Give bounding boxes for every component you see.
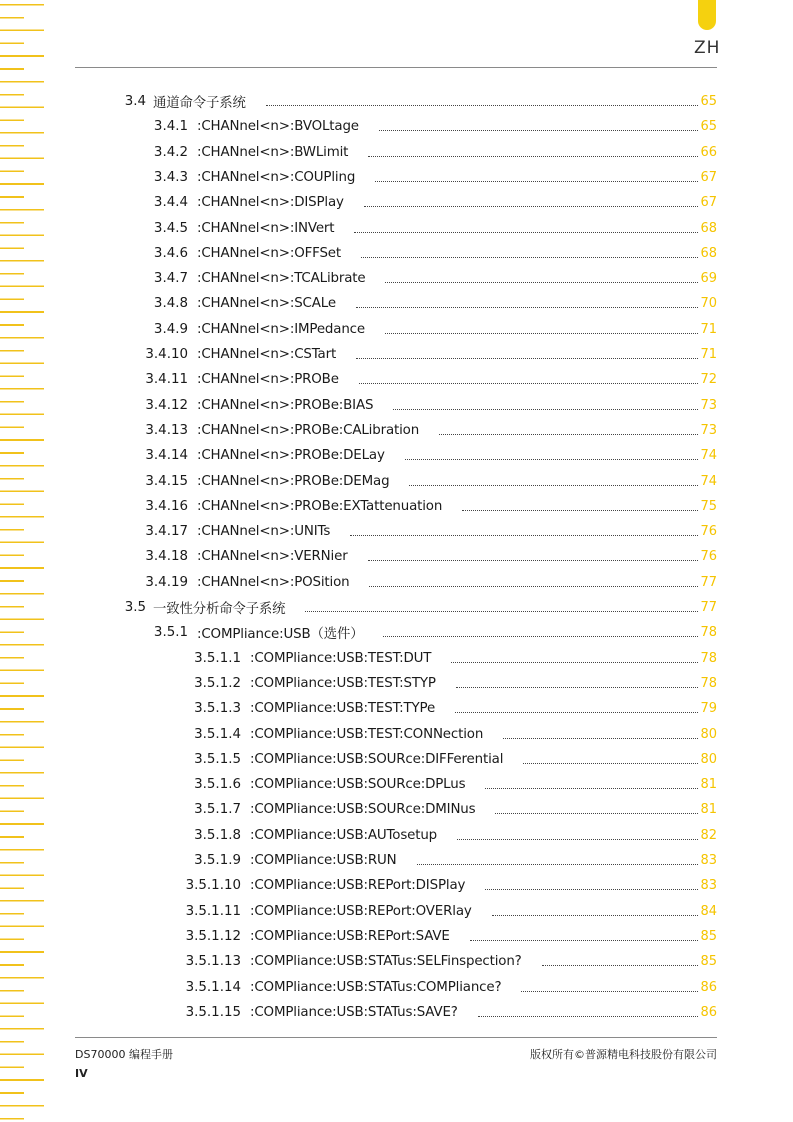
toc-entry-title: :COMPliance:USB:TEST:STYP: [250, 675, 436, 691]
toc-entry[interactable]: [0, 722, 717, 747]
toc-dot-leader: [364, 205, 698, 207]
toc-entry-page[interactable]: 81: [700, 777, 717, 793]
toc-entry-title: :CHANnel<n>:PROBe:BIAS: [197, 397, 374, 413]
toc-dot-leader: [385, 281, 698, 283]
toc-entry-number: 3.4.6: [153, 245, 188, 261]
toc-entry-number: 3.4.11: [145, 372, 188, 388]
toc-entry-number: 3.4.3: [153, 169, 188, 185]
toc-entry-number: 3.4.18: [145, 549, 188, 565]
toc-entry[interactable]: [0, 494, 717, 519]
toc-entry-title: :COMPliance:USB:SOURce:DMINus: [250, 802, 476, 818]
footer-divider: [75, 1037, 717, 1038]
toc-dot-leader: [356, 357, 698, 359]
toc-entry[interactable]: [0, 570, 717, 595]
toc-entry-title: :CHANnel<n>:INVert: [197, 220, 335, 236]
toc-entry[interactable]: [0, 469, 717, 494]
toc-entry[interactable]: [0, 266, 717, 291]
toc-entry-page[interactable]: 75: [700, 498, 717, 514]
toc-entry-page[interactable]: 74: [700, 473, 717, 489]
toc-entry-page[interactable]: 71: [700, 347, 717, 362]
toc-entry[interactable]: [0, 418, 717, 443]
toc-entry-page[interactable]: 68: [700, 220, 717, 236]
toc-entry[interactable]: [0, 190, 717, 215]
toc-entry[interactable]: [0, 671, 717, 696]
toc-entry-title: :COMPliance:USB:RUN: [250, 853, 397, 868]
toc-entry-page[interactable]: 85: [700, 928, 717, 944]
toc-dot-leader: [361, 256, 698, 258]
toc-dot-leader: [457, 838, 698, 840]
toc-dot-leader: [375, 180, 698, 182]
toc-entry-title: :CHANnel<n>:BWLimit: [197, 144, 349, 160]
toc-entry-title: :COMPliance:USB:STATus:SAVE?: [250, 1004, 458, 1020]
toc-entry-number: 3.5.1.10: [185, 878, 241, 894]
toc-entry-page[interactable]: 65: [700, 119, 717, 135]
toc-entry-number: 3.4.9: [153, 321, 188, 337]
toc-entry-number: 3.5.1.13: [185, 954, 241, 970]
toc-entry-number: 3.4.15: [145, 473, 188, 489]
toc-entry[interactable]: [0, 772, 717, 797]
page-number: IV: [75, 1067, 88, 1080]
toc-entry[interactable]: [0, 519, 717, 544]
toc-entry[interactable]: [0, 620, 717, 645]
toc-entry[interactable]: [0, 1000, 717, 1025]
toc-dot-leader: [439, 433, 698, 435]
toc-entry-title: :COMPliance:USB:TEST:DUT: [250, 650, 432, 666]
toc-dot-leader: [354, 231, 698, 233]
toc-dot-leader: [369, 585, 698, 587]
toc-entry[interactable]: [0, 544, 717, 569]
toc-entry-page[interactable]: 76: [700, 549, 717, 565]
toc-entry-number: 3.4: [124, 94, 146, 109]
toc-dot-leader: [470, 939, 698, 941]
toc-entry[interactable]: [0, 367, 717, 392]
language-tag: ZH: [694, 38, 721, 58]
toc-entry-title: :COMPliance:USB:STATus:SELFinspection?: [250, 954, 522, 970]
toc-dot-leader: [305, 610, 698, 612]
toc-entry-page[interactable]: 83: [700, 878, 717, 894]
toc-entry-page[interactable]: 82: [700, 827, 717, 843]
toc-entry-title: :CHANnel<n>:PROBe:EXTattenuation: [197, 498, 443, 514]
toc-entry-page[interactable]: 80: [700, 751, 717, 767]
toc-dot-leader: [379, 129, 698, 131]
toc-entry-number: 3.5: [124, 600, 146, 615]
toc-entry-number: 3.4.17: [145, 524, 188, 540]
toc-entry-page[interactable]: 67: [700, 195, 717, 211]
toc-dot-leader: [405, 458, 698, 460]
toc-entry-page[interactable]: 66: [700, 144, 717, 160]
toc-dot-leader: [368, 559, 698, 561]
toc-entry-title: :COMPliance:USB:REPort:SAVE: [250, 928, 450, 944]
toc-entry-page[interactable]: 72: [700, 372, 717, 388]
toc-entry-page[interactable]: 78: [700, 675, 717, 691]
toc-entry-title: :CHANnel<n>:SCALe: [197, 296, 336, 312]
toc-entry-number: 3.4.10: [145, 347, 188, 362]
toc-entry-title: :CHANnel<n>:PROBe:CALibration: [197, 422, 420, 438]
toc-entry-title: :COMPliance:USB:STATus:COMPliance?: [250, 979, 502, 995]
toc-entry-title: :COMPliance:USB:SOURce:DIFFerential: [250, 751, 504, 767]
toc-entry[interactable]: [0, 924, 717, 949]
toc-entry-number: 3.5.1.7: [194, 802, 241, 818]
toc-dot-leader: [417, 863, 698, 865]
toc-entry-number: 3.4.12: [145, 397, 188, 413]
toc-dot-leader: [455, 711, 698, 713]
toc-entry[interactable]: [0, 823, 717, 848]
toc-dot-leader: [521, 990, 698, 992]
toc-entry-number: 3.5.1.8: [194, 827, 241, 843]
toc-entry-page[interactable]: 65: [700, 94, 717, 109]
toc-entry-number: 3.5.1.4: [194, 726, 241, 742]
toc-entry-title: :COMPliance:USB:TEST:CONNection: [250, 726, 484, 742]
toc-entry-number: 3.4.5: [153, 220, 188, 236]
toc-entry-page[interactable]: 84: [700, 903, 717, 919]
toc-entry-title: :COMPliance:USB（选件）: [197, 627, 364, 643]
toc-entry[interactable]: [0, 241, 717, 266]
toc-entry-page[interactable]: 67: [700, 169, 717, 185]
toc-dot-leader: [503, 737, 698, 739]
toc-dot-leader: [451, 661, 698, 663]
toc-entry-page[interactable]: 86: [700, 979, 717, 995]
toc-entry-number: 3.5.1.5: [194, 751, 241, 767]
toc-dot-leader: [462, 509, 698, 511]
toc-entry[interactable]: [0, 317, 717, 342]
toc-dot-leader: [478, 1015, 698, 1017]
toc-dot-leader: [385, 332, 698, 334]
toc-entry-page[interactable]: 77: [700, 574, 717, 590]
toc-entry[interactable]: [0, 595, 717, 620]
toc-entry-number: 3.5.1: [153, 625, 188, 641]
toc-entry-title: :CHANnel<n>:UNITs: [197, 524, 331, 540]
toc-dot-leader: [266, 104, 698, 106]
footer-copyright: 版权所有©普源精电科技股份有限公司: [530, 1048, 717, 1061]
toc-entry-number: 3.5.1.2: [194, 675, 241, 691]
toc-entry-title: :COMPliance:USB:REPort:OVERlay: [250, 903, 472, 919]
toc-entry[interactable]: [0, 975, 717, 1000]
toc-entry-title: :CHANnel<n>:IMPedance: [197, 321, 365, 337]
toc-entry-number: 3.5.1.3: [194, 701, 241, 717]
toc-entry[interactable]: [0, 89, 717, 114]
header-divider: [75, 67, 717, 68]
toc-entry[interactable]: [0, 165, 717, 190]
toc-entry-title: :CHANnel<n>:BVOLtage: [197, 119, 359, 135]
toc-entry[interactable]: [0, 848, 717, 873]
footer-manual-title: DS70000 编程手册: [75, 1048, 173, 1061]
toc-dot-leader: [492, 914, 698, 916]
toc-entry-number: 3.5.1.1: [194, 650, 241, 666]
toc-entry[interactable]: [0, 797, 717, 822]
toc-entry-title: :CHANnel<n>:COUPling: [197, 169, 356, 185]
toc-entry-number: 3.4.2: [153, 144, 188, 160]
toc-entry-number: 3.4.19: [145, 574, 188, 590]
toc-dot-leader: [356, 306, 698, 308]
toc-entry-title: 一致性分析命令子系统: [153, 602, 286, 617]
toc-dot-leader: [368, 155, 698, 157]
toc-entry-page[interactable]: 74: [700, 448, 717, 464]
toc-entry-title: :CHANnel<n>:CSTart: [197, 347, 337, 362]
toc-dot-leader: [485, 888, 698, 890]
toc-entry-number: 3.4.14: [145, 448, 188, 464]
toc-entry-title: :COMPliance:USB:AUTosetup: [250, 827, 438, 843]
toc-dot-leader: [359, 382, 698, 384]
toc-entry-title: 通道命令子系统: [153, 96, 246, 111]
toc-entry[interactable]: [0, 873, 717, 898]
toc-dot-leader: [523, 762, 698, 764]
toc-entry[interactable]: [0, 342, 717, 367]
toc-entry-page[interactable]: 78: [700, 625, 717, 641]
toc-entry-number: 3.5.1.11: [185, 903, 241, 919]
toc-entry-page[interactable]: 70: [700, 296, 717, 312]
language-tab-marker: [698, 0, 716, 30]
toc-entry-page[interactable]: 81: [700, 802, 717, 818]
toc-entry[interactable]: [0, 140, 717, 165]
toc-entry[interactable]: [0, 949, 717, 974]
toc-entry-page[interactable]: 77: [700, 600, 717, 615]
toc-entry-number: 3.4.16: [145, 498, 188, 514]
toc-entry-page[interactable]: 86: [700, 1004, 717, 1020]
toc-entry-title: :COMPliance:USB:TEST:TYPe: [250, 701, 436, 717]
toc-entry-page[interactable]: 78: [700, 650, 717, 666]
toc-entry-title: :CHANnel<n>:TCALibrate: [197, 271, 366, 287]
toc-entry-number: 3.5.1.9: [194, 853, 241, 868]
toc-entry-page[interactable]: 80: [700, 726, 717, 742]
toc-entry-title: :CHANnel<n>:VERNier: [197, 549, 348, 565]
toc-dot-leader: [350, 534, 698, 536]
toc-entry-title: :COMPliance:USB:REPort:DISPlay: [250, 878, 466, 894]
toc-entry-page[interactable]: 73: [700, 397, 717, 413]
toc-entry-page[interactable]: 79: [700, 701, 717, 717]
toc-entry-title: :COMPliance:USB:SOURce:DPLus: [250, 777, 466, 793]
toc-entry-number: 3.4.8: [153, 296, 188, 312]
toc-entry[interactable]: [0, 216, 717, 241]
toc-entry-page[interactable]: 76: [700, 524, 717, 540]
toc-entry-title: :CHANnel<n>:PROBe: [197, 372, 339, 388]
toc-entry-title: :CHANnel<n>:PROBe:DELay: [197, 448, 385, 464]
toc-entry[interactable]: [0, 443, 717, 468]
toc-dot-leader: [383, 635, 698, 637]
toc-entry-number: 3.5.1.15: [185, 1004, 241, 1020]
toc-entry[interactable]: [0, 696, 717, 721]
toc-dot-leader: [495, 812, 698, 814]
toc-entry-number: 3.4.13: [145, 422, 188, 438]
toc-dot-leader: [542, 964, 698, 966]
toc-entry[interactable]: [0, 646, 717, 671]
toc-entry-page[interactable]: 85: [700, 954, 717, 970]
toc-entry-number: 3.5.1.14: [185, 979, 241, 995]
toc-entry[interactable]: [0, 114, 717, 139]
toc-entry-page[interactable]: 83: [700, 853, 717, 868]
toc-entry-title: :CHANnel<n>:POSition: [197, 574, 350, 590]
toc-entry-page[interactable]: 69: [700, 271, 717, 287]
toc-dot-leader: [485, 787, 698, 789]
toc-dot-leader: [393, 408, 698, 410]
toc-dot-leader: [456, 686, 698, 688]
toc-entry[interactable]: [0, 747, 717, 772]
toc-entry-page[interactable]: 68: [700, 245, 717, 261]
toc-entry-title: :CHANnel<n>:OFFSet: [197, 245, 341, 261]
toc-entry-title: :CHANnel<n>:PROBe:DEMag: [197, 473, 390, 489]
toc-entry-number: 3.5.1.6: [194, 777, 241, 793]
toc-entry-number: 3.5.1.12: [185, 928, 241, 944]
toc-entry-page[interactable]: 73: [700, 422, 717, 438]
toc-entry-number: 3.4.4: [153, 195, 188, 211]
toc-entry[interactable]: [0, 899, 717, 924]
toc-entry[interactable]: [0, 291, 717, 316]
toc-entry-title: :CHANnel<n>:DISPlay: [197, 195, 344, 211]
toc-entry-number: 3.4.7: [153, 271, 188, 287]
toc-entry-number: 3.4.1: [153, 119, 188, 135]
toc-entry[interactable]: [0, 393, 717, 418]
toc-dot-leader: [409, 484, 698, 486]
toc-entry-page[interactable]: 71: [700, 321, 717, 337]
